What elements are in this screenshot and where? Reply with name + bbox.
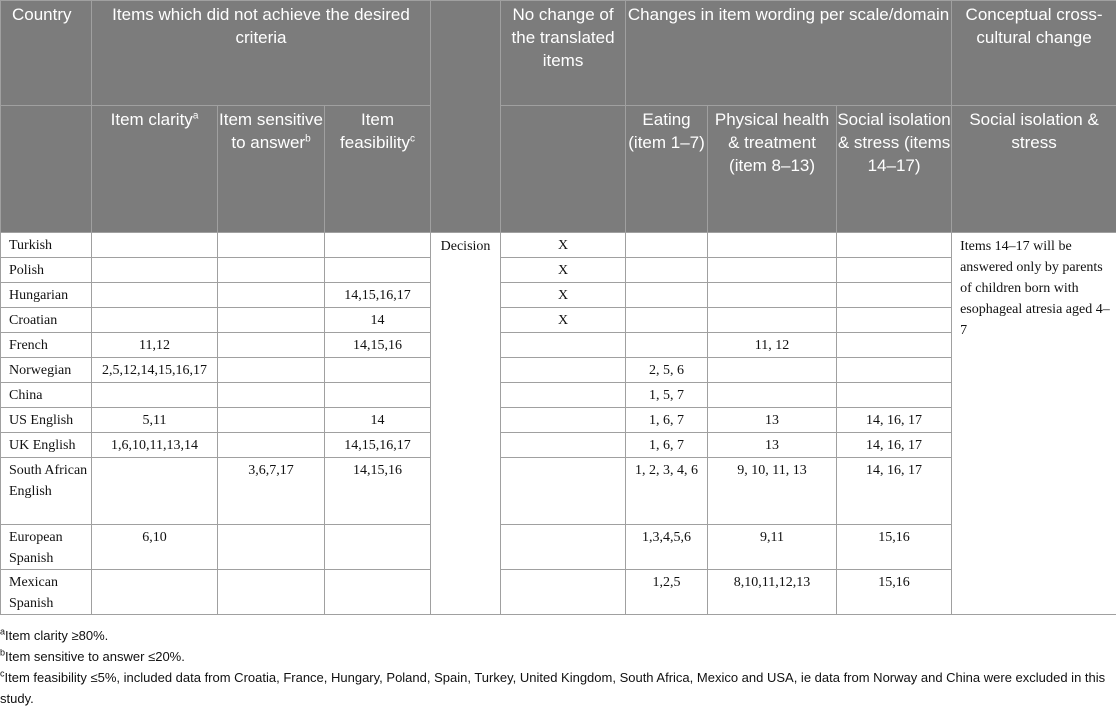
feasibility-cell [325,258,431,283]
country-cell: Hungarian [1,283,92,308]
country-cell: US English [1,408,92,433]
table-row [1,333,1116,358]
no-change-cell: X [501,283,626,308]
sensitive-cell [218,570,325,615]
physical-cell: 9,11 [708,525,837,570]
eating-cell: 2, 5, 6 [626,358,708,383]
physical-cell [708,283,837,308]
decision-cell: Decision [431,233,501,615]
physical-cell: 13 [708,408,837,433]
physical-cell [708,258,837,283]
physical-cell [708,383,837,408]
clarity-cell [92,283,218,308]
eating-cell [626,258,708,283]
country-cell: Polish [1,258,92,283]
physical-cell [708,308,837,333]
clarity-cell: 11,12 [92,333,218,358]
no-change-cell [501,458,626,525]
table-row [1,308,1116,333]
header-changes-wording: Changes in item wording per scale/domain [626,1,952,106]
eating-cell [626,233,708,258]
feasibility-cell [325,570,431,615]
no-change-cell [501,358,626,383]
social-cell [837,333,952,358]
header-decision-blank [431,1,501,233]
clarity-cell: 1,6,10,11,13,14 [92,433,218,458]
sensitive-cell [218,258,325,283]
eating-cell: 1,3,4,5,6 [626,525,708,570]
sensitive-cell [218,433,325,458]
no-change-cell: X [501,308,626,333]
feasibility-cell [325,383,431,408]
feasibility-cell [325,358,431,383]
sensitive-cell [218,525,325,570]
feasibility-cell: 14 [325,308,431,333]
country-cell: European Spanish [1,525,92,570]
eating-cell: 1, 5, 7 [626,383,708,408]
clarity-cell: 2,5,12,14,15,16,17 [92,358,218,383]
header-no-change: No change of the translated items [501,1,626,106]
physical-cell: 11, 12 [708,333,837,358]
footnote: $^b$Item sensitive to answer ≤20%. [0,646,1116,667]
feasibility-cell [325,233,431,258]
no-change-cell [501,333,626,358]
footnote: $^c$Item feasibility ≤5%, included data from Croatia, France, Hungary, Poland, Spain, Turkey, United Kingdom, South Africa, Mexico and USA, ie data from Norway and China were excluded in this study. [0,667,1116,709]
social-cell: 14, 16, 17 [837,408,952,433]
social-cell [837,358,952,383]
header-physical: Physical health & treatment (item 8–13) [708,106,837,233]
country-cell: China [1,383,92,408]
footnote: $^a$Item clarity ≥80%. [0,625,1116,646]
clarity-cell [92,258,218,283]
physical-cell [708,358,837,383]
table-body [1,233,1116,615]
sensitive-cell [218,308,325,333]
no-change-cell: X [501,258,626,283]
eating-cell: 1, 6, 7 [626,408,708,433]
social-cell: 15,16 [837,570,952,615]
header-social-conceptual: Social isolation & stress [952,106,1116,233]
header-item-sensitive: Item sensitive to answer$^b$ [218,106,325,233]
no-change-cell [501,408,626,433]
feasibility-cell: 14,15,16 [325,333,431,358]
social-cell: 14, 16, 17 [837,458,952,525]
physical-cell: 9, 10, 11, 13 [708,458,837,525]
physical-cell [708,233,837,258]
header-item-clarity: Item clarity$^a$ [92,106,218,233]
country-cell: UK English [1,433,92,458]
social-cell [837,383,952,408]
clarity-cell [92,308,218,333]
eating-cell [626,333,708,358]
feasibility-cell [325,525,431,570]
no-change-cell [501,433,626,458]
physical-cell: 8,10,11,12,13 [708,570,837,615]
footnotes [0,625,1116,709]
no-change-cell: X [501,233,626,258]
clarity-cell [92,383,218,408]
table-row [1,258,1116,283]
feasibility-cell: 14,15,16,17 [325,433,431,458]
country-cell: South African English [1,458,92,525]
table-header [1,1,1116,233]
sensitive-cell [218,358,325,383]
country-cell: Croatian [1,308,92,333]
sensitive-cell [218,283,325,308]
country-cell: French [1,333,92,358]
no-change-cell [501,525,626,570]
social-cell [837,308,952,333]
country-cell: Turkish [1,233,92,258]
table-row [1,233,1116,258]
header-eating: Eating (item 1–7) [626,106,708,233]
sensitive-cell: 3,6,7,17 [218,458,325,525]
eating-cell: 1, 2, 3, 4, 6 [626,458,708,525]
no-change-cell [501,383,626,408]
table-row [1,458,1116,525]
clarity-cell: 6,10 [92,525,218,570]
table-row [1,570,1116,615]
sensitive-cell [218,408,325,433]
eating-cell [626,283,708,308]
clarity-cell [92,570,218,615]
sensitive-cell [218,383,325,408]
social-cell [837,258,952,283]
clarity-cell: 5,11 [92,408,218,433]
table-row [1,383,1116,408]
clarity-cell [92,458,218,525]
eating-cell [626,308,708,333]
sensitive-cell [218,233,325,258]
no-change-cell [501,570,626,615]
country-cell: Mexican Spanish [1,570,92,615]
header-no-change-blank [501,106,626,233]
social-cell: 15,16 [837,525,952,570]
conceptual-note-cell: Items 14–17 will be answered only by parents of children born with esophageal atresia aged 4–7 [952,233,1116,615]
table-row [1,283,1116,308]
table-row [1,433,1116,458]
table-row [1,525,1116,570]
physical-cell: 13 [708,433,837,458]
header-social-items: Social isolation & stress (items 14–17) [837,106,952,233]
feasibility-cell: 14 [325,408,431,433]
table-row [1,358,1116,383]
header-country: Country [1,1,92,106]
header-items-not-achieved: Items which did not achieve the desired criteria [92,1,431,106]
header-item-feasibility: Item feasibility$^c$ [325,106,431,233]
header-country-blank [1,106,92,233]
country-cell: Norwegian [1,358,92,383]
sensitive-cell [218,333,325,358]
eating-cell: 1,2,5 [626,570,708,615]
eating-cell: 1, 6, 7 [626,433,708,458]
clarity-cell [92,233,218,258]
social-cell: 14, 16, 17 [837,433,952,458]
table-row [1,408,1116,433]
header-conceptual: Conceptual cross-cultural change [952,1,1116,106]
social-cell [837,233,952,258]
feasibility-cell: 14,15,16,17 [325,283,431,308]
feasibility-cell: 14,15,16 [325,458,431,525]
social-cell [837,283,952,308]
